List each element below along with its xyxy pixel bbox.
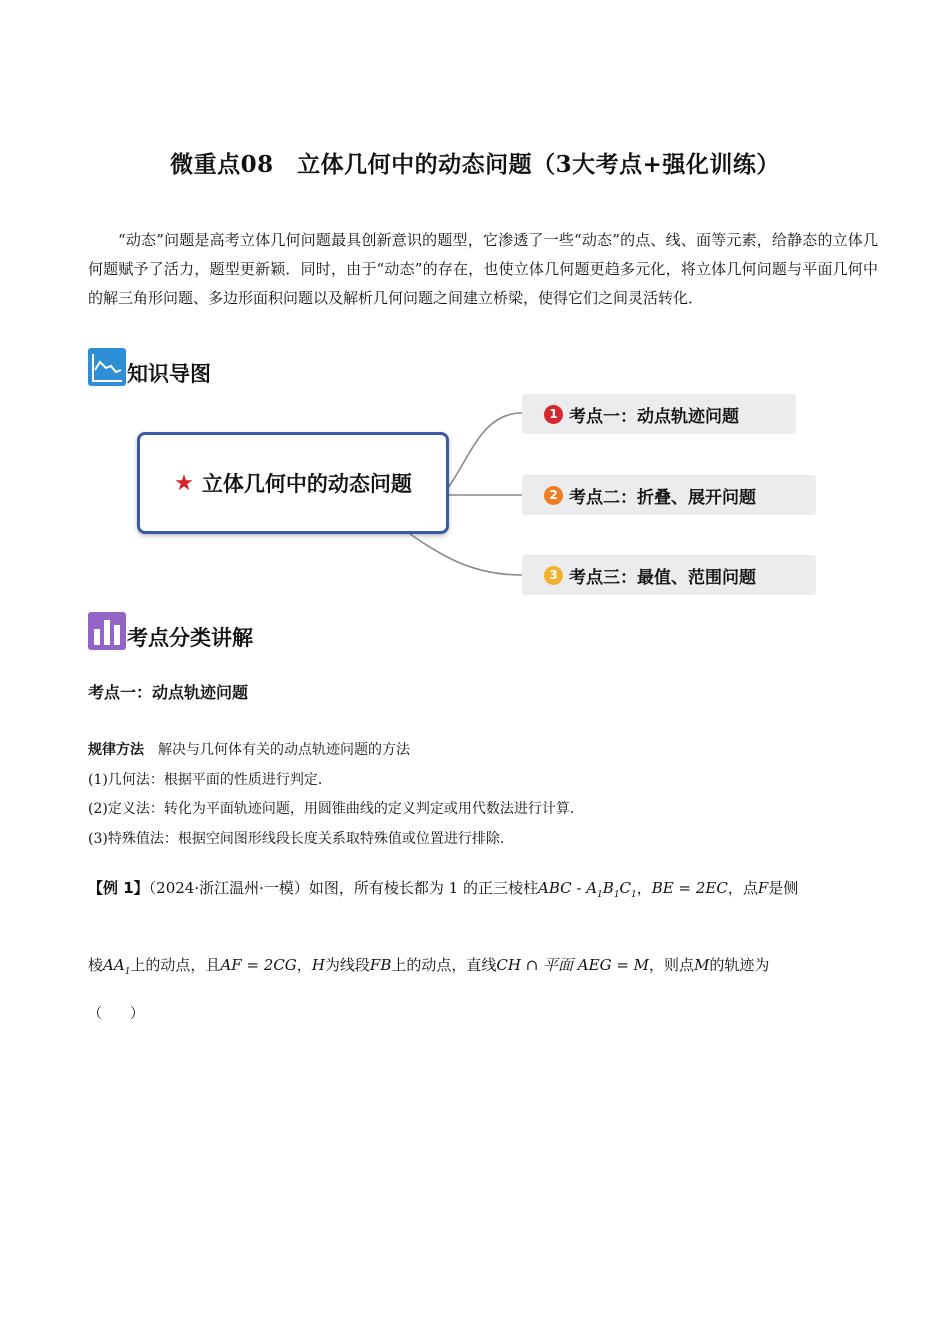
- answer-parentheses: （ ）: [88, 1006, 144, 1022]
- kaodian-heading: 考点一：动点轨迹问题: [88, 683, 249, 702]
- math-be: BE = 2EC: [651, 879, 728, 897]
- example-text: 为线段: [324, 956, 370, 974]
- example-text: 如图，所有棱长都为 1 的正三棱柱: [308, 879, 538, 897]
- section-label: 考点分类讲解: [127, 626, 253, 650]
- number-badge-icon: 3: [544, 566, 563, 585]
- mindmap-root: [137, 432, 449, 534]
- example-text: ，点: [727, 879, 758, 897]
- example-text: 的轨迹为: [709, 956, 770, 974]
- math-af: AF = 2CG: [220, 956, 297, 974]
- example-text: ，: [636, 879, 652, 897]
- mindmap-node-2: [522, 475, 816, 515]
- example-text: 棱: [88, 956, 104, 974]
- mindmap-node-label: 考点一：动点轨迹问题: [569, 406, 739, 427]
- example-text: ，: [296, 956, 312, 974]
- prism-label: ABC - $A_1B_1C_1$: [537, 879, 637, 900]
- intro-paragraph: [88, 226, 878, 313]
- section-header-kaodian: [88, 610, 253, 650]
- math-f: F: [757, 879, 769, 897]
- example-source: （2024·浙江温州·一模）: [148, 879, 309, 897]
- page-title: 微重点08 立体几何中的动态问题（3大考点+强化训练）: [170, 151, 780, 178]
- example-text: 是侧: [768, 879, 799, 897]
- method-item: (3)特殊值法：根据空间图形线段长度关系取特殊值或位置进行排除．: [88, 830, 514, 847]
- math-ch: CH ∩ 平面 AEG = M: [496, 956, 650, 974]
- example-line-2: [88, 954, 769, 977]
- method-item: (1)几何法：根据平面的性质进行判定．: [88, 771, 332, 788]
- method-block: [88, 736, 584, 854]
- math-m: M: [694, 956, 710, 974]
- section-header-mindmap: [88, 346, 211, 386]
- example-line-1: [88, 877, 798, 900]
- method-item: (2)定义法：转化为平面轨迹问题，用圆锥曲线的定义判定或用代数法进行计算．: [88, 801, 584, 817]
- mindmap-root-label: 立体几何中的动态问题: [201, 472, 412, 496]
- star-icon: ★: [174, 470, 194, 496]
- intro-text: “动态”问题是高考立体几何问题最具创新意识的题型，它渗透了一些“动态”的点、线、面等元素，给静态的立体几何题赋予了活力，题型更新颖．同时，由于“动态”的存在，也使立体几何题更趋多元化，将立体几何问题与平面几何中的解三角形问题、多边形面积问题以及解析几何问题之间建立桥梁，使得它们之间灵活转化．: [88, 231, 878, 307]
- method-label: 规律方法: [88, 742, 144, 758]
- method-title-line: [88, 736, 584, 766]
- math-fb: FB: [369, 956, 392, 974]
- method-text: 解决与几何体有关的动点轨迹问题的方法: [158, 742, 410, 758]
- example-text: 上的动点，直线: [391, 956, 497, 974]
- mindmap-node-label: 考点三：最值、范围问题: [569, 567, 756, 588]
- number-badge-icon: 2: [544, 486, 563, 505]
- section-label: 知识导图: [127, 362, 211, 386]
- example-tag: 【例 1】: [88, 879, 149, 897]
- mindmap-node-1: [522, 394, 796, 434]
- example-text: ，则点: [649, 956, 695, 974]
- mindmap-node-label: 考点二：折叠、展开问题: [569, 487, 756, 508]
- mindmap-node-3: [522, 555, 816, 595]
- bar-chart-icon: [88, 612, 126, 650]
- number-badge-icon: 1: [544, 405, 563, 424]
- math-aa: $AA_1$: [103, 956, 131, 977]
- example-text: 上的动点，且: [130, 956, 221, 974]
- math-h: H: [311, 956, 325, 974]
- line-chart-icon: [88, 348, 126, 386]
